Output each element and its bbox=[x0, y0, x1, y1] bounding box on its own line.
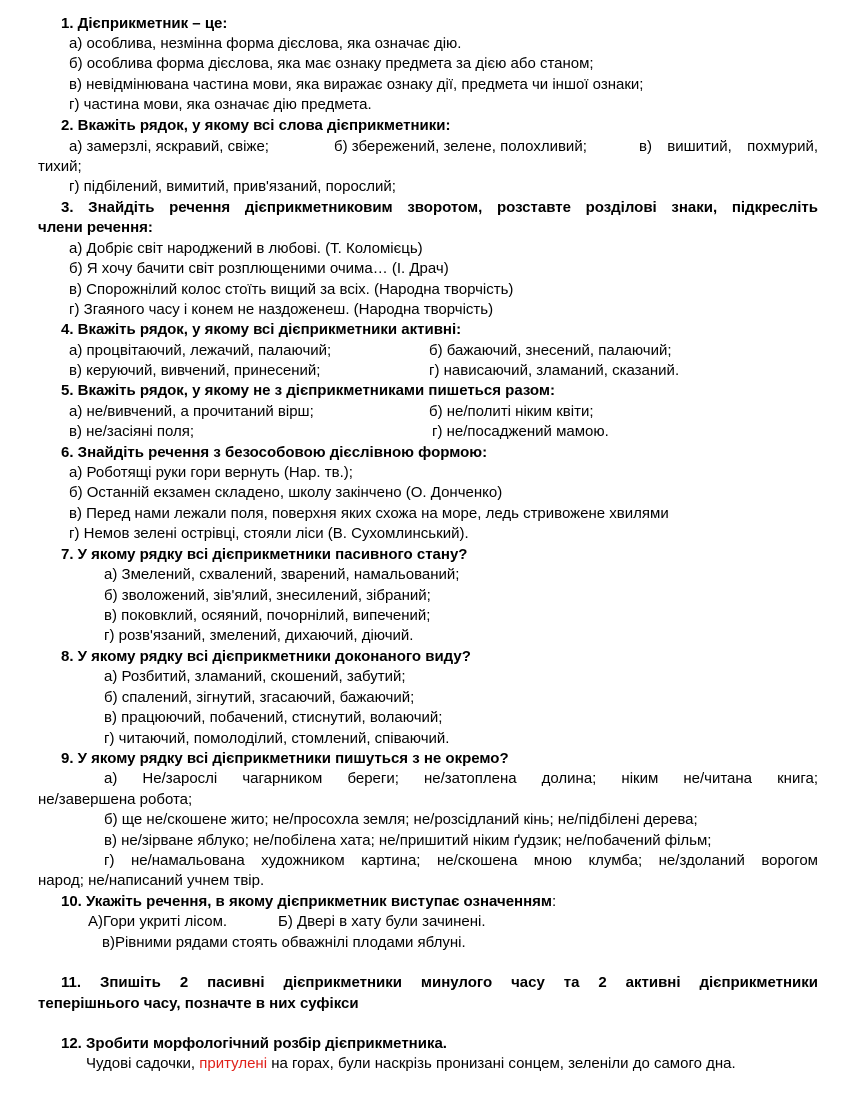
q4-option-a: а) процвітаючий, лежачий, палаючий; bbox=[69, 342, 332, 359]
question-7-title: 7. У якому рядку всі дієприкметники пасивного стану? bbox=[61, 546, 468, 563]
q4-option-d: г) нависаючий, зламаний, сказаний. bbox=[429, 362, 680, 379]
question-10-title-text: 10. Укажіть речення, в якому дієприкметник виступає означенням bbox=[61, 893, 553, 910]
q7-option-d: г) розв'язаний, змелений, дихаючий, діючий. bbox=[104, 627, 414, 644]
q3-option-b: б) Я хочу бачити світ розплющеними очима… (І. Драч) bbox=[69, 260, 449, 277]
question-2-title: 2. Вкажіть рядок, у якому всі слова дієприкметники: bbox=[61, 117, 451, 134]
q12-highlighted-word: притулені bbox=[199, 1055, 268, 1072]
q2-option-a: а) замерзлі, яскравий, свіже; bbox=[69, 138, 269, 155]
q7-option-b: б) зволожений, зів'ялий, знесилений, зібраний; bbox=[104, 587, 431, 604]
q4-option-b: б) бажаючий, знесений, палаючий; bbox=[429, 342, 672, 359]
question-10-title bbox=[61, 892, 556, 912]
q6-option-b: б) Останній екзамен складено, школу закінчено (О. Донченко) bbox=[69, 484, 503, 501]
q4-option-c: в) керуючий, вивчений, принесений; bbox=[69, 362, 321, 379]
q1-option-c: в) невідмінювана частина мови, яка виражає ознаку дії, предмета чи іншої ознаки; bbox=[69, 76, 644, 93]
q9-option-a-cont: не/завершена робота; bbox=[38, 791, 193, 808]
question-1-title: 1. Дієприкметник – це: bbox=[61, 15, 228, 32]
q6-option-a: а) Роботящі руки гори вернуть (Нар. тв.); bbox=[69, 464, 353, 481]
q8-option-d: г) читаючий, помолоділий, стомлений, співаючий. bbox=[104, 730, 450, 747]
question-10-title-colon: : bbox=[552, 893, 557, 910]
q2-option-c: в) вишитий, похмурий, bbox=[639, 138, 818, 155]
q8-option-b: б) спалений, зігнутий, згасаючий, бажаючий; bbox=[104, 689, 415, 706]
q1-option-b: б) особлива форма дієслова, яка має ознаку предмета за дією або станом; bbox=[69, 55, 594, 72]
q1-option-a: а) особлива, незмінна форма дієслова, яка означає дію. bbox=[69, 35, 462, 52]
question-11-title: 11. Зпишіть 2 пасивні дієприкметники минулого часу та 2 активні дієприкметники bbox=[61, 974, 818, 991]
question-11-title-cont: теперішнього часу, позначте в них суфікси bbox=[38, 995, 359, 1012]
q2-option-d: г) підбілений, вимитий, прив'язаний, порослий; bbox=[69, 178, 396, 195]
q6-option-d: г) Немов зелені острівці, стояли ліси (В. Сухомлинський). bbox=[69, 525, 469, 542]
q12-sentence bbox=[86, 1054, 736, 1074]
q3-option-c: в) Спорожнілий колос стоїть вищий за всіх. (Народна творчість) bbox=[69, 281, 514, 298]
q10-option-c: в)Рівними рядами стоять обважнілі плодами яблуні. bbox=[102, 934, 466, 951]
q12-text-after: на горах, були наскрізь пронизані сонцем, зеленіли до самого дна. bbox=[267, 1055, 736, 1072]
q6-option-c: в) Перед нами лежали поля, поверхня яких схожа на море, ледь стривожене хвилями bbox=[69, 505, 669, 522]
question-5-title: 5. Вкажіть рядок, у якому не з дієприкметниками пишеться разом: bbox=[61, 382, 555, 399]
q5-option-c: в) не/засіяні поля; bbox=[69, 423, 195, 440]
q2-option-c-cont: тихий; bbox=[38, 158, 82, 175]
q3-option-a: а) Добріє світ народжений в любові. (Т. Коломієць) bbox=[69, 240, 423, 257]
q5-option-a: а) не/вивчений, а прочитаний вірш; bbox=[69, 403, 314, 420]
q9-option-d-cont: народ; не/написаний учнем твір. bbox=[38, 872, 265, 889]
question-9-title: 9. У якому рядку всі дієприкметники пишуться з не окремо? bbox=[61, 750, 509, 767]
question-4-title: 4. Вкажіть рядок, у якому всі дієприкметники активні: bbox=[61, 321, 462, 338]
q2-option-b: б) збережений, зелене, полохливий; bbox=[334, 138, 587, 155]
q10-option-b: Б) Двері в хату були зачинені. bbox=[278, 913, 486, 930]
q1-option-d: г) частина мови, яка означає дію предмета. bbox=[69, 96, 372, 113]
q8-option-a: а) Розбитий, зламаний, скошений, забутий; bbox=[104, 668, 406, 685]
q3-option-d: г) Згаяного часу і конем не наздоженеш. (Народна творчість) bbox=[69, 301, 494, 318]
q7-option-c: в) поковклий, осяяний, почорнілий, випечений; bbox=[104, 607, 431, 624]
q9-option-c: в) не/зірване яблуко; не/побілена хата; не/пришитий ніким ґудзик; не/побачений фільм; bbox=[104, 832, 712, 849]
q9-option-d: г) не/намальована художником картина; не/скошена мною клумба; не/здоланий ворогом bbox=[104, 852, 818, 869]
q7-option-a: а) Змелений, схвалений, зварений, намальований; bbox=[104, 566, 460, 583]
question-12-title: 12. Зробити морфологічний розбір дієприкметника. bbox=[61, 1035, 447, 1052]
question-8-title: 8. У якому рядку всі дієприкметники доконаного виду? bbox=[61, 648, 471, 665]
q10-option-a: А)Гори укриті лісом. bbox=[88, 913, 228, 930]
question-6-title: 6. Знайдіть речення з безособовою дієслівною формою: bbox=[61, 444, 488, 461]
q5-option-b: б) не/политі ніким квіти; bbox=[429, 403, 594, 420]
question-3-title-cont: члени речення: bbox=[38, 219, 153, 236]
q12-text-before: Чудові садочки, bbox=[86, 1055, 200, 1072]
q5-option-d: г) не/посаджений мамою. bbox=[432, 423, 609, 440]
q8-option-c: в) працюючий, побачений, стиснутий, волаючий; bbox=[104, 709, 443, 726]
q9-option-b: б) ще не/скошене жито; не/просохла земля; не/розсідланий кінь; не/підбілені дерева; bbox=[104, 811, 698, 828]
q9-option-a: а) Не/зарослі чагарником береги; не/затоплена долина; ніким не/читана книга; bbox=[104, 770, 818, 787]
question-3-title: 3. Знайдіть речення дієприкметниковим зворотом, розставте розділові знаки, підкресліть bbox=[61, 199, 818, 216]
